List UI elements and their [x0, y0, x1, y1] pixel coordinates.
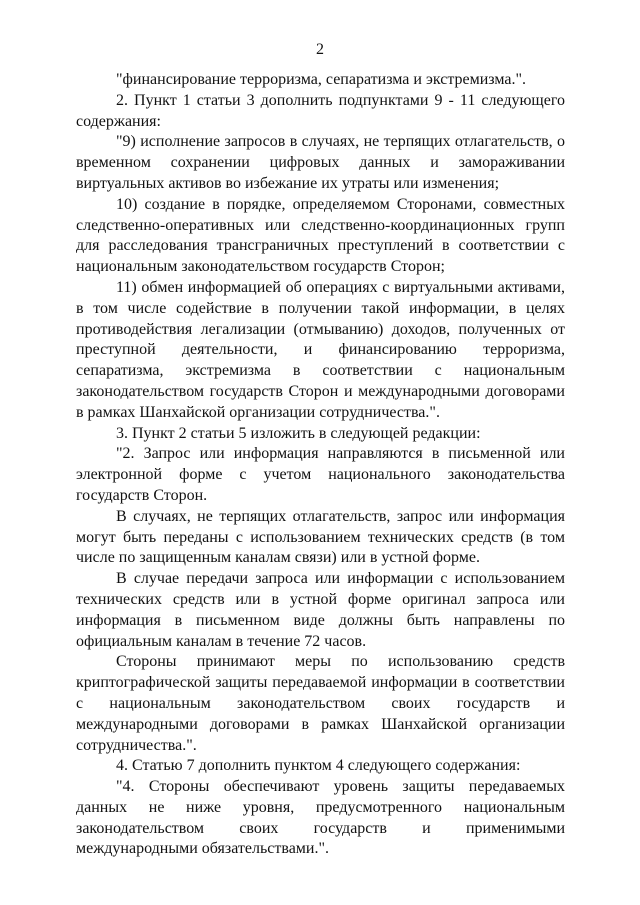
paragraph-3: "9) исполнение запросов в случаях, не терпящих отлагательств, о временном сохранении цифровых данных и замораживании виртуальных активов во избежание их утраты или изменения;	[76, 133, 565, 192]
paragraph-11: 4. Статью 7 дополнить пунктом 4 следующего содержания:	[116, 757, 521, 775]
paragraph-9: В случае передачи запроса или информации с использованием технических средств или в устной форме оригинал запроса или информация в письменном виде должны быть направлены по официальным каналам в течение 72 часов.	[76, 570, 565, 650]
paragraph-1: "финансирование терроризма, сепаратизма и экстремизма.".	[116, 71, 527, 88]
paragraph-7: "2. Запрос или информация направляются в письменной или электронной форме с учетом национального законодательства государств Сторон.	[76, 445, 565, 504]
page-number: 2	[316, 41, 324, 58]
paragraph-2: 2. Пункт 1 статьи 3 дополнить подпунктами 9 - 11 следующего содержания:	[76, 91, 565, 130]
paragraph-4: 10) создание в порядке, определяемом Сторонами, совместных следственно-оперативных или следственно-координационных групп для расследования трансграничных преступлений в соответствии с национальным законодательством государств Сторон;	[76, 195, 565, 276]
paragraph-10: Стороны принимают меры по использованию средств криптографической защиты передаваемой информации в соответствии с национальным законодательством своих государств и международными договорами в рамках Шанхайской организации сотрудничества.".	[76, 653, 565, 754]
paragraph-5: 11) обмен информацией об операциях с виртуальными активами, в том числе содействие в получении такой информации, в целях противодействия легализации (отмыванию) доходов, полученных от преступной деятельности, и финансированию терроризма, сепаратизма, экстремизма в соответствии с национальным законодательством государств Сторон и международными договорами в рамках Шанхайской организации сотрудничества.".	[76, 278, 565, 421]
document-body	[76, 70, 565, 860]
paragraph-8: В случаях, не терпящих отлагательств, запрос или информация могут быть переданы с использованием технических средств (в том числе по защищенным каналам связи) или в устной форме.	[76, 507, 565, 567]
paragraph-12: "4. Стороны обеспечивают уровень защиты передаваемых данных не ниже уровня, предусмотренного национальным законодательством своих государств и применимыми международными обязательствами.".	[76, 778, 565, 858]
paragraph-6: 3. Пункт 2 статьи 5 изложить в следующей редакции:	[116, 424, 481, 442]
